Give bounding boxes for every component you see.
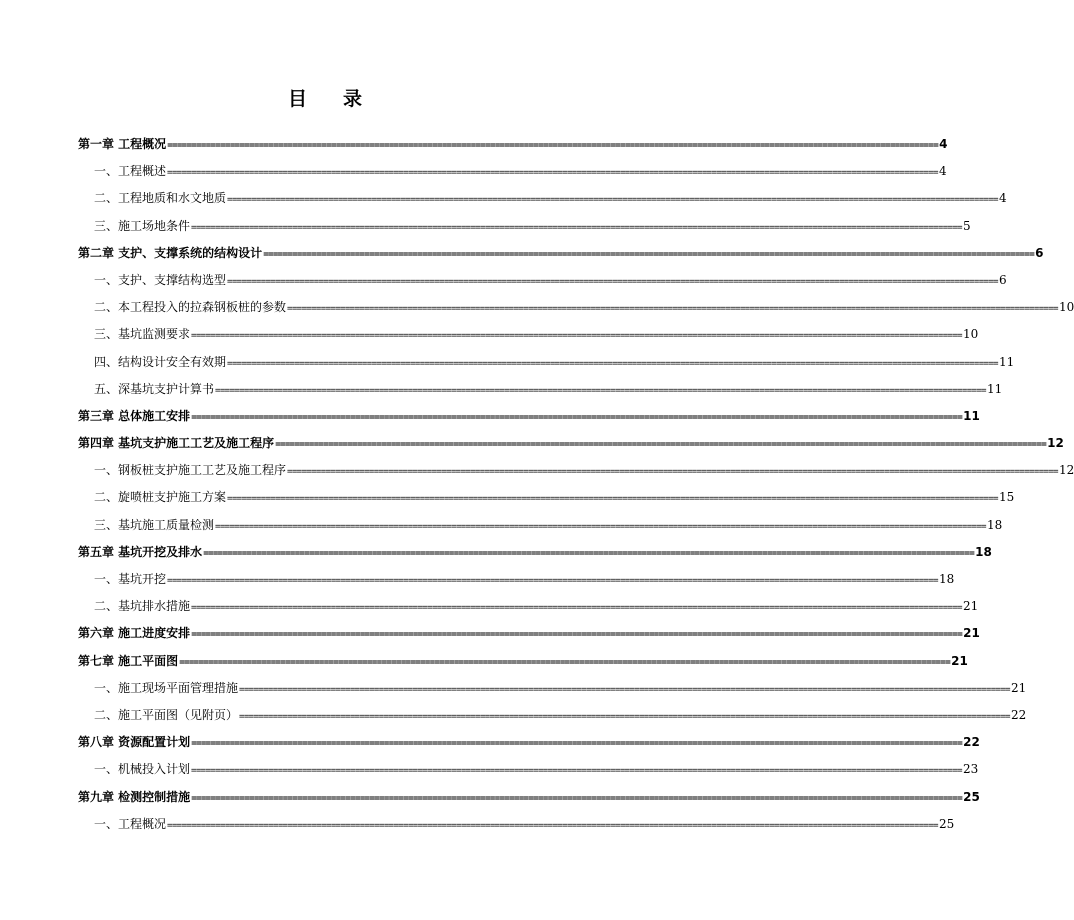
toc-leader: ================================================================================================================================================================ — [275, 440, 1047, 451]
toc-page-number: 12 — [1058, 463, 1074, 478]
toc-chapter-entry[interactable] — [78, 620, 980, 647]
toc-entry-label: 二、工程地质和水文地质 — [94, 191, 227, 206]
toc-leader: ================================================================================================================================================================ — [239, 711, 1010, 722]
toc-entry-label: 三、基坑施工质量检测 — [94, 517, 215, 532]
toc-leader: ================================================================================================================================================================ — [179, 657, 951, 668]
toc-section-entry[interactable] — [78, 267, 1007, 294]
toc-entry-label: 第一章 工程概况 — [78, 137, 167, 151]
toc-leader: ================================================================================================================================================================ — [167, 576, 938, 586]
toc-page-number: 23 — [962, 762, 979, 777]
toc-page-number: 21 — [951, 653, 968, 668]
toc-page-number: 21 — [1010, 680, 1027, 695]
toc-section-entry[interactable] — [78, 702, 1027, 729]
toc-leader: ================================================================================================================================================================ — [227, 276, 998, 287]
toc-chapter-entry[interactable] — [78, 430, 1064, 457]
page-title — [0, 84, 650, 111]
title-char-1: 目 — [287, 88, 307, 110]
toc-chapter-entry[interactable] — [78, 784, 980, 811]
toc-page-number: 10 — [1058, 300, 1074, 315]
toc-chapter-entry[interactable] — [78, 729, 980, 756]
toc-page-number: 22 — [963, 735, 980, 750]
toc-section-entry[interactable] — [78, 457, 1074, 484]
toc-entry-label: 第六章 施工进度安排 — [78, 626, 191, 641]
title-char-2: 录 — [343, 88, 363, 110]
toc-section-entry[interactable] — [78, 185, 1007, 212]
toc-leader: ================================================================================================================================================================ — [227, 494, 998, 505]
toc-page-number: 4 — [939, 137, 948, 151]
toc-entry-label: 第七章 施工平面图 — [78, 653, 179, 668]
toc-page-number: 22 — [1010, 707, 1027, 722]
toc-section-entry[interactable] — [78, 811, 955, 838]
toc-page-number: 10 — [962, 327, 979, 342]
toc-page-number: 25 — [963, 789, 980, 804]
toc-page-number: 4 — [938, 164, 947, 179]
toc-leader: ================================================================================================================================================================ — [239, 684, 1010, 695]
toc-entry-label: 五、深基坑支护计算书 — [94, 381, 215, 396]
toc-entry-label: 第二章 支护、支撑系统的结构设计 — [78, 245, 263, 260]
toc-entry-label: 第五章 基坑开挖及排水 — [78, 544, 203, 559]
toc-leader: ================================================================================================================================================================ — [263, 249, 1035, 260]
table-of-contents — [78, 131, 1074, 838]
toc-leader: ================================================================================================================================================================ — [227, 195, 998, 206]
toc-leader: ================================================================================================================================================================ — [191, 766, 962, 777]
toc-leader: ================================================================================================================================================================ — [215, 385, 986, 396]
toc-entry-label: 第九章 检测控制措施 — [78, 789, 191, 804]
toc-page-number: 18 — [975, 544, 992, 559]
toc-chapter-entry[interactable] — [78, 403, 980, 430]
toc-section-entry[interactable] — [78, 213, 971, 240]
toc-page-number: 6 — [998, 272, 1007, 287]
toc-leader: ================================================================================================================================================================ — [191, 630, 963, 641]
toc-chapter-entry[interactable] — [78, 648, 968, 675]
toc-section-entry[interactable] — [78, 756, 979, 783]
toc-section-entry[interactable] — [78, 158, 947, 185]
toc-entry-label: 一、基坑开挖 — [94, 572, 167, 586]
toc-entry-label: 一、机械投入计划 — [94, 762, 191, 777]
toc-section-entry[interactable] — [78, 294, 1074, 321]
toc-page-number: 12 — [1047, 436, 1064, 451]
toc-page-number: 4 — [998, 191, 1007, 206]
toc-leader: ================================================================================================================================================================ — [191, 603, 962, 614]
toc-leader: ================================================================================================================================================================ — [191, 739, 963, 750]
toc-page-number: 21 — [962, 599, 979, 614]
toc-entry-label: 第三章 总体施工安排 — [78, 408, 191, 423]
toc-section-entry[interactable] — [78, 675, 1027, 702]
toc-section-entry[interactable] — [78, 484, 1015, 511]
toc-page-number: 5 — [962, 218, 971, 233]
toc-section-entry[interactable] — [78, 566, 955, 593]
toc-entry-label: 三、施工场地条件 — [94, 218, 191, 233]
toc-page-number: 6 — [1035, 245, 1044, 260]
toc-page-number: 21 — [963, 626, 980, 641]
toc-entry-label: 一、工程概述 — [94, 164, 167, 179]
toc-entry-label: 一、施工现场平面管理措施 — [94, 680, 239, 695]
toc-entry-label: 一、支护、支撑结构选型 — [94, 272, 227, 287]
toc-leader: ================================================================================================================================================================ — [191, 793, 963, 804]
toc-leader: ================================================================================================================================================================ — [203, 548, 975, 559]
toc-leader: ================================================================================================================================================================ — [167, 820, 938, 831]
toc-page-number: 11 — [986, 381, 1003, 396]
toc-entry-label: 二、基坑排水措施 — [94, 599, 191, 614]
toc-leader: ================================================================================================================================================================ — [191, 331, 962, 342]
toc-section-entry[interactable] — [78, 593, 979, 620]
toc-leader: ================================================================================================================================================================ — [191, 412, 963, 423]
toc-entry-label: 一、钢板桩支护施工工艺及施工程序 — [94, 463, 287, 478]
toc-entry-label: 一、工程概况 — [94, 816, 167, 831]
toc-page-number: 15 — [998, 490, 1015, 505]
toc-leader: ================================================================================================================================================================ — [215, 521, 986, 532]
toc-chapter-entry[interactable] — [78, 539, 992, 566]
toc-page-number: 18 — [986, 517, 1003, 532]
toc-entry-label: 三、基坑监测要求 — [94, 327, 191, 342]
toc-entry-label: 第八章 资源配置计划 — [78, 735, 191, 750]
toc-page-number: 25 — [938, 816, 955, 831]
toc-page-number: 18 — [938, 572, 955, 586]
toc-leader: ================================================================================================================================================================ — [191, 222, 962, 233]
toc-chapter-entry[interactable] — [78, 240, 1044, 267]
toc-section-entry[interactable] — [78, 376, 1003, 403]
toc-section-entry[interactable] — [78, 349, 1015, 376]
toc-page-number: 11 — [963, 408, 980, 423]
toc-leader: ================================================================================================================================================================ — [167, 141, 939, 151]
toc-entry-label: 二、旋喷桩支护施工方案 — [94, 490, 227, 505]
toc-section-entry[interactable] — [78, 321, 979, 348]
toc-leader: ================================================================================================================================================================ — [287, 467, 1058, 478]
toc-leader: ================================================================================================================================================================ — [287, 304, 1058, 315]
toc-page-number: 11 — [998, 354, 1015, 369]
toc-entry-label: 第四章 基坑支护施工工艺及施工程序 — [78, 436, 275, 451]
toc-entry-label: 二、施工平面图（见附页） — [94, 707, 239, 722]
toc-entry-label: 二、本工程投入的拉森钢板桩的参数 — [94, 300, 287, 315]
toc-leader: ================================================================================================================================================================ — [227, 358, 998, 369]
toc-entry-label: 四、结构设计安全有效期 — [94, 354, 227, 369]
toc-chapter-entry[interactable] — [78, 131, 948, 158]
toc-leader: ================================================================================================================================================================ — [167, 168, 938, 179]
toc-section-entry[interactable] — [78, 512, 1003, 539]
